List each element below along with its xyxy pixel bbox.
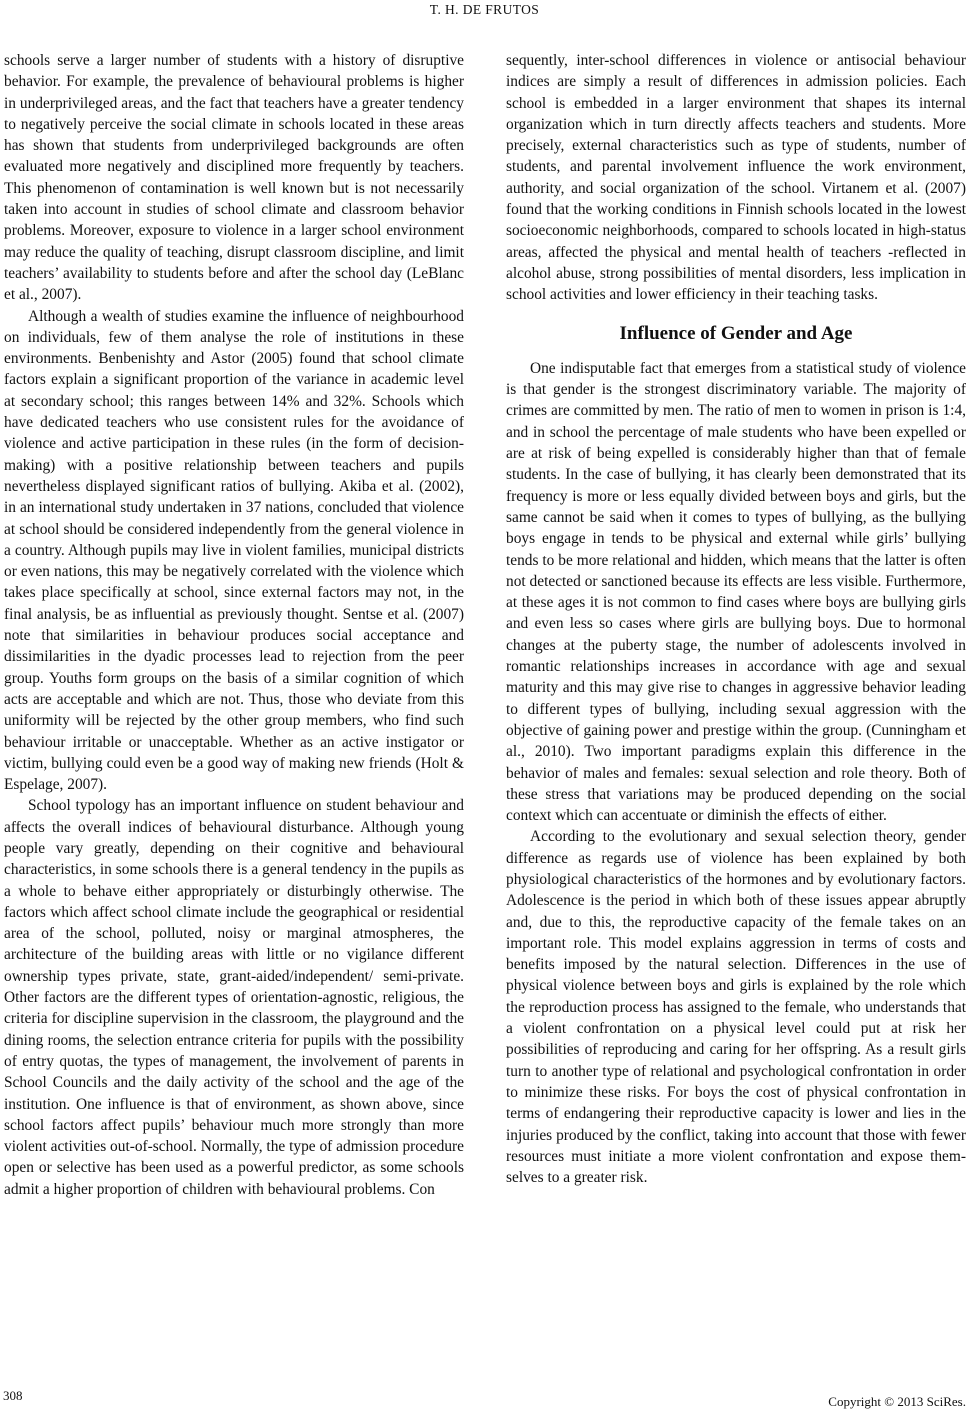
paragraph: Although a wealth of studies examine the influence of neighbourhood on individuals, few of them analyse the role of institutions in these environments. Benbenishty and Astor (2005) found that school climate factors explain a significant proportion of the variance in academic level at secondary school; this ranges between 14% and 32%. Schools which have dedicated teachers who use consistent rules for the avoidance of violence and active participation in these rules (in the form of decision-making) with a positive relationship between teachers and pupils nevertheless displayed significant ratios of bullying. Akiba et al. (2002), in an international study undertaken in 37 nations, concluded that violence at school should be considered independently from the general violence in a country. Although pupils may live in violent families, municipal districts or even nations, this may be negatively correlated with the violence which takes place specifically at school, since external factors may not, in the final analysis, be as influential as previously thought. Sentse et al. (2007) note that similarities in behaviour produces social acceptance and dissimilarities in the dyadic processes lead to rejection from the peer group. Youths form groups on the basis of a similar cognition of which acts are acceptable and which are not. Thus, those who deviate from this uniformity will be rejected by the other group members, who find such behaviour irritable or unacceptable. Whether as an active instigator or victim, bullying could even be a good way of making new friends (Holt & Espelage, 2007). <box>4 307 464 794</box>
section-heading: Influence of Gender and Age <box>619 322 853 344</box>
paragraph: One indisputable fact that emerges from a statistical study of violence is that gender is the strongest discriminatory variable. The majority of crimes are committed by men. The ratio of men to women in prison is 1:4, and in school the percentage of male students who have been expelled or are at risk of being expelled is considerably higher than that of female students. In the case of bullying, it has clearly been demonstrated that its frequency is more or less equally divided between boys and girls, but the same cannot be said when it comes to types of bullying, as the bullying boys engage in tends to be physical and external while girls’ bullying tends to be more relational and hidden, which means that the latter is often not detected or sanctioned because its effects are less visible. Furthermore, at these ages it is not common to find cases where boys are bullying girls and even less so cases where girls are bullying boys. Due to hormonal changes at the puberty stage, the number of adolescents involved in romantic relationships increases in accordance with age and sexual maturity and this may give rise to changes in aggressive behavior leading to different types of bullying, including sexual aggression with the objective of gaining power and prestige within the group. (Cunningham et al., 2010). Two important paradigms explain this difference in the behavior of males and females: sexual selection and role theory. Both of these stress that variations may be produced depending on the social context which can accentuate or diminish the effects of either. <box>506 359 966 825</box>
copyright-notice: Copyright © 2013 SciRes. <box>828 1394 966 1409</box>
page-number: 308 <box>3 1388 23 1403</box>
paragraph: sequently, inter-school differences in violence or antisocial behaviour indices are simply a result of differences in admission policies. Each school is embedded in a larger environment that shapes its internal organization which in turn directly affects teachers and students. More precisely, external characteristics such as type of students, number of students, and parental involvement influence the work environment, authority, and social organization of the school. Virtanem et al. (2007) found that the working conditions in Finnish schools located in the lowest socioeconomic neighborhoods, compared to schools located in high-status areas, affected the physical and mental health of teachers -reflected in alcohol abuse, strong possibilities of mental disorders, less implication in school activities and lower efficiency in their teaching tasks. <box>506 52 966 304</box>
paragraph: schools serve a larger number of students with a history of disruptive behavior. For example, the prevalence of behavioural problems is higher in underprivileged areas, and the fact that teachers have a greater tendency to negatively perceive the social climate in schools located in these areas has shown that students from underprivileged backgrounds are often evaluated more negatively and disciplined more frequently by teachers. This phenomenon of contamination is well known but is not necessarily taken into account in studies of school climate and classroom behavior problems. Moreover, exposure to violence in a larger school environment may reduce the quality of teaching, disrupt classroom discipline, and limit teachers’ availability to students before and after the school day (LeBlanc et al., 2007). <box>4 52 464 304</box>
right-column <box>506 50 966 1188</box>
left-column <box>4 50 464 1200</box>
paragraph: According to the evolutionary and sexual selection theory, gender difference as regards use of violence has been explained by both physiological characteristics of the hormones and by evolutionary factors. Adolescence is the period in which both of these issues appear abruptly and, due to this, the reproductive capacity of the female takes on an important role. This model explains aggression in terms of costs and benefits imposed by the natural selection. Differences in the use of physical violence between boys and girls is explained by the role which the reproduction process has assigned to the female, who understands that a violent confrontation on a physical level could put at risk her possibilities of reproducing and caring for her offspring. As a result girls turn to another type of relational and psychological confrontation in order to minimize these risks. For boys the cost of physical confrontation in terms of endangering their reproductive capacity is lower and lies in the injuries produced by the conflict, taking into account that those with fewer resources must initiate a more violent confrontation and expose themselves to a greater risk. <box>506 828 966 1187</box>
running-head: T. H. DE FRUTOS <box>429 2 540 17</box>
paragraph: School typology has an important influence on student behaviour and affects the overall indices of behavioural disturbance. Although young people vary greatly, depending on their cognitive and behavioural characteristics, in some schools there is a general tendency in the pupils as a whole to behave either appropriately or disturbingly otherwise. The factors which affect school climate include the geographical or residential area of the school, polluted, noisy or marginal atmospheres, the architecture of the building areas with little or no vigilance different ownership types private, state, grant-aided/independent/ semi-private. Other factors are the different types of orientation-agnostic, religious, the criteria for discipline supervision in the classroom, the playground and the dining rooms, the selection entrance criteria for pupils with the possibility of entry quotas, the types of management, the involvement of parents in School Councils and the daily activity of the school and the age of the institution. One influence is that of environment, as shown above, since school factors affect pupils’ behaviour much more strongly than more violent activities out-of-school. Normally, the type of admission procedure open or selective has been used as a powerful predictor, as some schools admit a higher proportion of children with behavioural problems. Con <box>4 797 464 1198</box>
